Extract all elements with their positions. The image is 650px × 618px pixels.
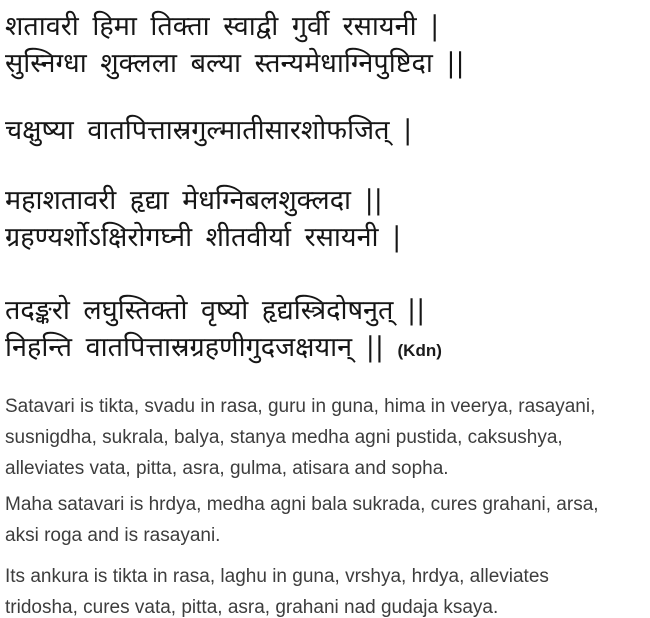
- stanza-3: [5, 182, 642, 256]
- translation-line: aksi roga and is rasayani.: [5, 525, 221, 546]
- sanskrit-line-text: निहन्ति वातपित्तास्रग्रहणीगुदजक्षयान् ||: [5, 332, 384, 363]
- sanskrit-line: चक्षुष्या वातपित्तास्रगुल्मातीसारशोफजित् |: [5, 115, 413, 146]
- stanza-1: [5, 8, 642, 82]
- translation-line: alleviates vata, pitta, asra, gulma, atisara and sopha.: [5, 458, 449, 479]
- translation-line: Maha satavari is hrdya, medha agni bala sukrada, cures grahani, arsa,: [5, 494, 599, 515]
- sanskrit-line: सुस्निग्धा शुक्लला बल्या स्तन्यमेधाग्निपुष्टिदा ||: [5, 48, 465, 79]
- sanskrit-line: तदङ्करो लघुस्तिक्तो वृष्यो हृद्यस्त्रिदोषनुत् ||: [5, 295, 426, 326]
- english-translation: [5, 391, 642, 618]
- translation-line: Satavari is tikta, svadu in rasa, guru in guna, hima in veerya, rasayani,: [5, 396, 596, 417]
- translation-paragraph-3: [5, 561, 642, 618]
- translation-line: susnigdha, sukrala, balya, stanya medha agni pustida, caksushya,: [5, 427, 563, 448]
- sanskrit-line: शतावरी हिमा तिक्ता स्वाद्वी गुर्वी रसायनी |: [5, 11, 440, 42]
- sanskrit-line: [5, 329, 642, 369]
- stanza-2: [5, 112, 642, 149]
- sanskrit-verses: [5, 8, 642, 369]
- translation-paragraph-1: [5, 391, 642, 484]
- translation-line: Its ankura is tikta in rasa, laghu in guna, vrshya, hrdya, alleviates: [5, 566, 549, 587]
- sanskrit-line: महाशतावरी हृद्या मेधग्निबलशुक्लदा ||: [5, 185, 383, 216]
- stanza-4: [5, 292, 642, 369]
- translation-paragraph-2: [5, 489, 642, 551]
- source-citation: (Kdn): [397, 341, 442, 360]
- sanskrit-line: ग्रहण्यर्शोऽक्षिरोगघ्नी शीतवीर्या रसायनी |: [5, 222, 402, 253]
- translation-line: tridosha, cures vata, pitta, asra, grahani nad gudaja ksaya.: [5, 597, 499, 618]
